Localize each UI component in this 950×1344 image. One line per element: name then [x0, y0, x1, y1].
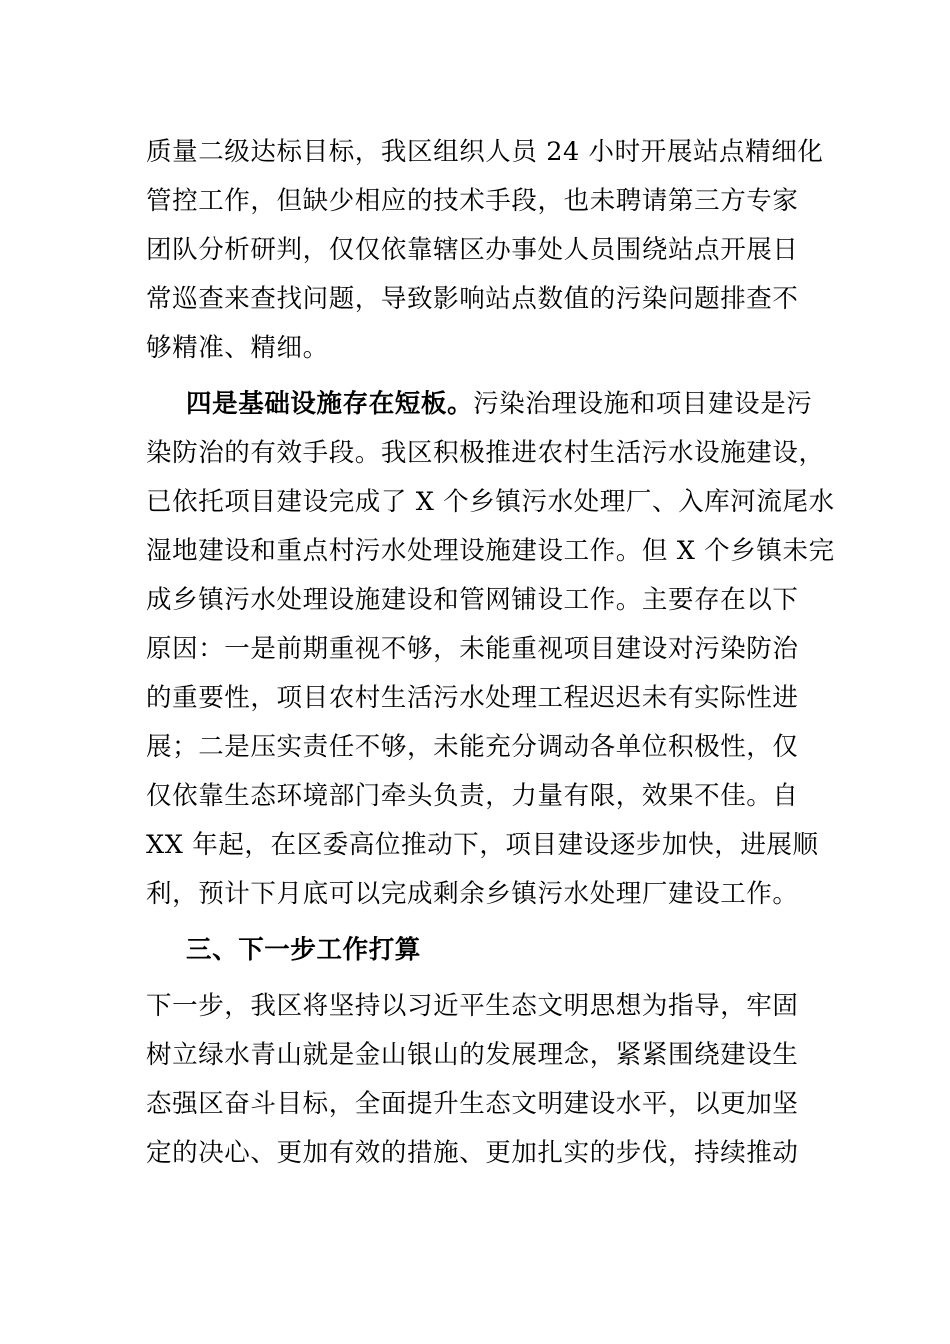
- paragraph-line: 树立绿水青山就是金山银山的发展理念，紧紧围绕建设生: [146, 1040, 799, 1070]
- paragraph-line: 仅依靠生态环境部门牵头负责，力量有限，效果不佳。自: [146, 781, 799, 811]
- paragraph-text: 污染治理设施和项目建设是污: [473, 389, 813, 419]
- paragraph-line: 已依托项目建设完成了 X 个乡镇污水处理厂、入库河流尾水: [146, 487, 835, 517]
- paragraph-line: 成乡镇污水处理设施建设和管网铺设工作。主要存在以下: [146, 585, 799, 615]
- paragraph-line: 染防治的有效手段。我区积极推进农村生活污水设施建设，: [146, 438, 825, 468]
- paragraph-line: [186, 386, 813, 422]
- paragraph-line: 团队分析研判，仅仅依靠辖区办事处人员围绕站点开展日: [146, 235, 799, 265]
- paragraph-line: 态强区奋斗目标，全面提升生态文明建设水平，以更加坚: [146, 1089, 799, 1119]
- paragraph-line: 利，预计下月底可以完成剩余乡镇污水处理厂建设工作。: [146, 879, 799, 909]
- paragraph-line: 的重要性，项目农村生活污水处理工程迟迟未有实际性进: [146, 683, 799, 713]
- paragraph-line: 湿地建设和重点村污水处理设施建设工作。但 X 个乡镇未完: [146, 536, 835, 566]
- paragraph-line: 管控工作，但缺少相应的技术手段，也未聘请第三方专家: [146, 186, 799, 216]
- paragraph-line: XX 年起，在区委高位推动下，项目建设逐步加快，进展顺: [146, 830, 819, 860]
- bold-lead-sentence: 四是基础设施存在短板。: [186, 389, 474, 419]
- paragraph-line: 原因：一是前期重视不够，未能重视项目建设对污染防治: [146, 634, 799, 664]
- paragraph-line: 质量二级达标目标，我区组织人员 24 小时开展站点精细化: [146, 137, 824, 167]
- paragraph-line: 常巡查来查找问题，导致影响站点数值的污染问题排查不: [146, 284, 799, 314]
- paragraph-line: 定的决心、更加有效的措施、更加扎实的步伐，持续推动: [146, 1138, 799, 1168]
- paragraph-line: 下一步，我区将坚持以习近平生态文明思想为指导，牢固: [146, 991, 799, 1021]
- section-heading: 三、下一步工作打算: [186, 935, 421, 965]
- paragraph-line: 够精准、精细。: [146, 333, 329, 363]
- paragraph-line: 展；二是压实责任不够，未能充分调动各单位积极性，仅: [146, 732, 799, 762]
